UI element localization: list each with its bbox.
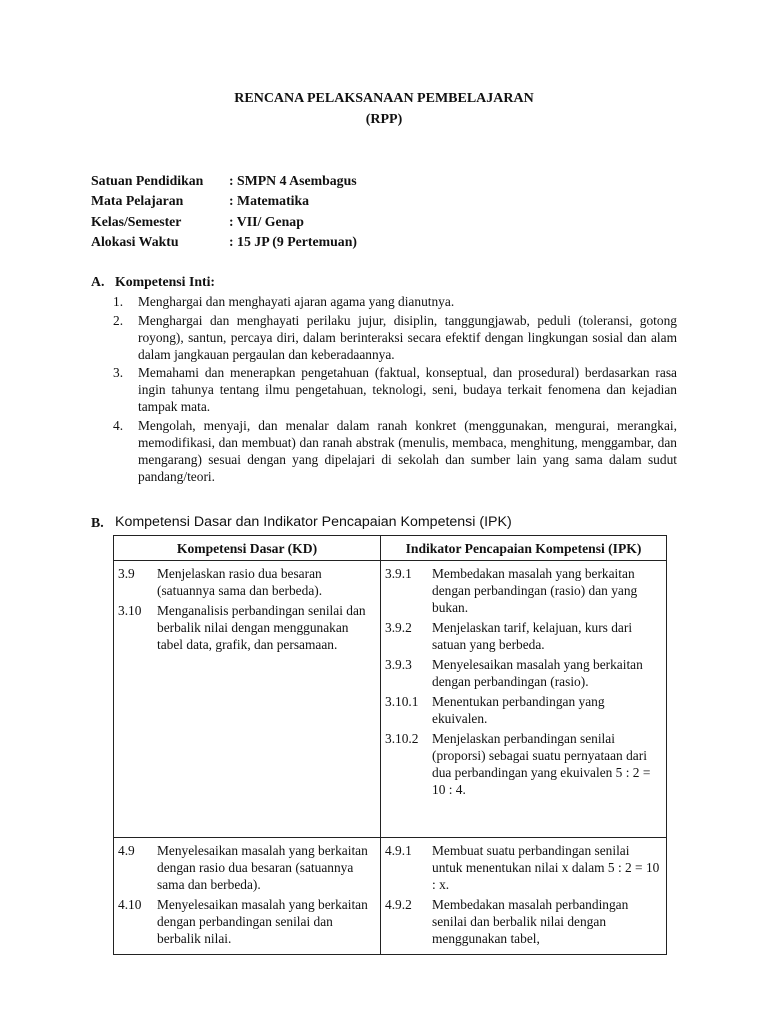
document-subtitle: (RPP) bbox=[365, 112, 403, 127]
section-title: Kompetensi Dasar dan Indikator Pencapaian Kompetensi (IPK) bbox=[115, 514, 512, 530]
section-letter: A. bbox=[91, 274, 105, 289]
ipk-item bbox=[385, 619, 660, 653]
identity-value: : Matematika bbox=[229, 193, 310, 209]
table-row bbox=[114, 561, 667, 838]
ipk-code: 4.9.2 bbox=[385, 897, 412, 912]
core-competence-list bbox=[91, 293, 677, 486]
list-text: Menghargai dan menghayati perilaku jujur, disiplin, tanggungjawab, peduli (toleransi, gotong royong), santun, percaya diri, dalam berinteraksi secara efektif dengan lingkungan sosial dan alam dalam jangkauan pergaulan dan keberadaannya. bbox=[138, 312, 677, 362]
ipk-cell bbox=[381, 838, 667, 955]
kd-text: Menjelaskan rasio dua besaran (satuannya sama dan berbeda). bbox=[157, 566, 323, 598]
ipk-code: 3.10.1 bbox=[385, 694, 419, 709]
identity-row-subject bbox=[91, 192, 357, 212]
list-number: 4. bbox=[113, 417, 124, 433]
identity-label: Kelas/Semester bbox=[91, 213, 182, 229]
ipk-item bbox=[385, 842, 660, 893]
list-item bbox=[113, 293, 677, 312]
section-basic-competence bbox=[91, 514, 691, 531]
ipk-text: Menentukan perbandingan yang ekuivalen. bbox=[432, 694, 605, 726]
ipk-item bbox=[385, 656, 660, 690]
identity-value: : VII/ Genap bbox=[229, 213, 304, 229]
ipk-item bbox=[385, 730, 660, 798]
list-number: 2. bbox=[113, 312, 124, 328]
kd-item bbox=[118, 896, 374, 947]
document-title: RENCANA PELAKSANAAN PEMBELAJARAN bbox=[234, 91, 534, 106]
ipk-text: Menyelesaikan masalah yang berkaitan dengan perbandingan (rasio). bbox=[432, 657, 643, 689]
kd-text: Menyelesaikan masalah yang berkaitan dengan perbandingan senilai dan berbalik nilai. bbox=[157, 897, 368, 946]
ipk-code: 3.9.1 bbox=[385, 566, 412, 581]
kd-item bbox=[118, 565, 374, 599]
kd-code: 3.9 bbox=[118, 566, 135, 581]
identity-row-class bbox=[91, 213, 357, 233]
list-item bbox=[113, 364, 677, 417]
table-header-kd: Kompetensi Dasar (KD) bbox=[114, 536, 381, 561]
ipk-text: Menjelaskan perbandingan senilai (proporsi) sebagai suatu pernyataan dari dua perbandingan yang ekuivalen 5 : 2 = 10 : 4. bbox=[432, 731, 651, 797]
ipk-code: 3.9.2 bbox=[385, 620, 412, 635]
section-title: Kompetensi Inti: bbox=[115, 274, 216, 289]
ipk-text: Membedakan masalah perbandingan senilai dan berbalik nilai dengan menggunakan tabel, bbox=[432, 897, 629, 946]
ipk-code: 4.9.1 bbox=[385, 843, 412, 858]
ipk-cell bbox=[381, 561, 667, 838]
list-item bbox=[113, 312, 677, 365]
kd-item bbox=[118, 842, 374, 893]
identity-row-school bbox=[91, 172, 357, 192]
kd-code: 4.10 bbox=[118, 897, 142, 912]
list-text: Memahami dan menerapkan pengetahuan (faktual, konseptual, dan prosedural) berdasarkan rasa ingin tahunya tentang ilmu pengetahuan, teknologi, seni, budaya terkait fenomena dan kejadian tampak mata. bbox=[138, 365, 677, 414]
table-header-ipk: Indikator Pencapaian Kompetensi (IPK) bbox=[381, 536, 667, 561]
table-header-row bbox=[114, 536, 667, 561]
competence-table bbox=[113, 535, 667, 955]
section-core-competence bbox=[91, 273, 677, 486]
list-item bbox=[113, 417, 677, 487]
ipk-item bbox=[385, 565, 660, 616]
ipk-text: Membedakan masalah yang berkaitan dengan perbandingan (rasio) dan yang bukan. bbox=[432, 566, 638, 615]
list-number: 3. bbox=[113, 365, 124, 380]
ipk-text: Menjelaskan tarif, kelajuan, kurs dari satuan yang berbeda. bbox=[432, 620, 633, 652]
kd-text: Menganalisis perbandingan senilai dan berbalik nilai dengan menggunakan tabel data, grafik, dan persamaan. bbox=[157, 603, 366, 652]
kd-code: 4.9 bbox=[118, 843, 135, 858]
ipk-item bbox=[385, 693, 660, 727]
ipk-text: Membuat suatu perbandingan senilai untuk menentukan nilai x dalam 5 : 2 = 10 : x. bbox=[432, 843, 660, 892]
list-text: Mengolah, menyaji, dan menalar dalam ranah konkret (menggunakan, mengurai, merangkai, memodifikasi, dan membuat) dan ranah abstrak (menulis, membaca, menghitung, menggambar, dan mengarang) sesuai dengan yang dipelajari di sekolah dan sumber lain yang sama dalam sudut pandang/teori. bbox=[138, 417, 677, 484]
ipk-item bbox=[385, 896, 660, 947]
identity-value: : 15 JP (9 Pertemuan) bbox=[229, 233, 357, 249]
identity-label: Mata Pelajaran bbox=[91, 193, 184, 209]
identity-block bbox=[91, 172, 357, 253]
table-row bbox=[114, 838, 667, 955]
kd-cell bbox=[114, 838, 381, 955]
identity-label: Alokasi Waktu bbox=[91, 233, 179, 249]
ipk-code: 3.10.2 bbox=[385, 731, 419, 746]
kd-cell bbox=[114, 561, 381, 838]
list-number: 1. bbox=[113, 294, 124, 309]
kd-item bbox=[118, 602, 374, 653]
identity-value: : SMPN 4 Asembagus bbox=[229, 173, 357, 188]
section-heading bbox=[91, 273, 677, 290]
kd-text: Menyelesaikan masalah yang berkaitan dengan rasio dua besaran (satuannya sama dan berbeda). bbox=[157, 843, 368, 892]
ipk-code: 3.9.3 bbox=[385, 657, 412, 672]
identity-row-time bbox=[91, 233, 357, 253]
section-letter: B. bbox=[91, 515, 104, 530]
list-text: Menghargai dan menghayati ajaran agama yang dianutnya. bbox=[138, 294, 455, 309]
identity-label: Satuan Pendidikan bbox=[91, 173, 204, 188]
kd-code: 3.10 bbox=[118, 603, 142, 618]
